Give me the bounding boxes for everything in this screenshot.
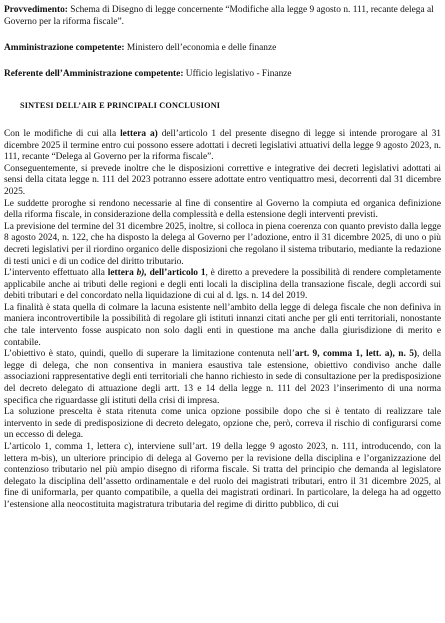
referente-line: [4, 69, 441, 81]
provvedimento-label: Provvedimento:: [4, 5, 68, 15]
paragraph-finalita: La finalità è stata quella di colmare la lacuna esistente nell’ambito della legge di delega fiscale che non definiva in maniera incontrovertibile la possibilità di regolare gli istituti innanzi citati anche per gli enti territoriali, nonostante che tale intervento fosse auspicato non solo dagli enti in questione ma anche dalla giurisdizione di merito e contabile.: [4, 302, 441, 348]
provvedimento-line: [4, 5, 441, 28]
amministrazione-text: Ministero dell’economia e delle finanze: [124, 43, 277, 54]
paragraph-soluzione: La soluzione prescelta è stata ritenuta come unica opzione possibile dopo che si è tentato di realizzare tale intervento in sede di predisposizione di decreto delegato, opzione che, però, correva il rischio di configurarsi come un eccesso di delega.: [4, 407, 441, 441]
section-title: SINTESI DELL’AIR E PRINCIPALI CONCLUSIONI: [20, 101, 221, 111]
p5-text-end: , è diretto a prevedere la possibilità di rendere completamente applicabile anche ai tributi delle regioni e degli enti locali la disciplina della transazione fiscale, degli accordi sui debiti tributari e del concordato nella liquidazione di cui al d. lgs. n. 14 del 2019.: [4, 268, 441, 302]
p7-text-end: , della legge di delega, che non consentiva in maniera esaustiva tale estensione, obiettivo condiviso anche dalle associazioni rappresentative degli enti territoriali che hanno richiesto in sede di consultazione per la predisposizione del decreto delegato di attuazione degli artt. 13 e 14 della legge n. 111 del 2023 l’inserimento di una norma specifica che riguardasse gli istituti della crisi di impresa.: [4, 349, 441, 406]
provvedimento-text: Schema di Disegno di legge concernente “Modifiche alla legge 9 agosto n. 111, recante delega al Governo per la riforma fiscale”.: [4, 5, 434, 27]
paragraph-conseguentemente: Conseguentemente, si prevede inoltre che le disposizioni correttive e integrative dei decreti legislativi adottati ai sensi della citata legge n. 111 del 2023 potranno essere adottate entro ventiquattro mesi, decorrenti dal 31 dicembre 2025.: [4, 163, 441, 197]
p7-text-start: L’obiettivo è stato, quindi, quello di superare la limitazione contenuta nell’: [4, 349, 295, 360]
paragraph-obiettivo: [4, 349, 441, 407]
paragraph-lettera-c: L’articolo 1, comma 1, lettera c), interviene sull’art. 19 della legge 9 agosto 2023, n. 111, introducendo, con la lettera m-bis), un ulteriore principio di delega al Governo per la revisione della disciplina e l’organizzazione del contenzioso tributario nel più ampio disegno di riforma fiscale. Si tratta del principio che demanda al legislatore delegato la disciplina dell’assetto ordinamentale e del ruolo dei magistrati tributari, entro il 31 dicembre 2025, al fine di uniformarla, per quanto compatibile, a quella dei magistrati ordinari. In particolare, la delega ha ad oggetto l’estensione alla neocostituita magistratura tributaria del regime di diritto pubblico, di cui: [4, 442, 441, 510]
paragraph-lettera-b: [4, 268, 441, 303]
paragraph-proroghe: Le suddette proroghe si rendono necessarie al fine di consentire al Governo la compiuta ed organica definizione della riforma fiscale, in considerazione della complessità e della estensione degli interventi previsti.: [4, 198, 441, 221]
referente-label: Referente dell’Amministrazione competente:: [4, 68, 184, 79]
p1-text-start: Con le modifiche di cui alla: [4, 128, 121, 139]
amministrazione-label: Amministrazione competente:: [4, 43, 125, 54]
referente-text: Ufficio legislativo - Finanze: [183, 68, 292, 79]
p1-text-end: dell’articolo 1 del presente disegno di legge si intende prorogare al 31 dicembre 2025 il termine entro cui possono essere adottati i decreti legislativi attuativi della legge 9 agosto 2023, n. 111, recante “Delega al Governo per la riforma fiscale”.: [4, 128, 441, 163]
p5-bold-lettera: lettera: [107, 268, 137, 279]
p5-bold-italic-b: b),: [136, 268, 147, 279]
amministrazione-line: [4, 43, 441, 55]
p5-bold-articolo: dell’articolo 1: [146, 268, 206, 279]
p7-bold-art9: art. 9, comma 1, lett. a), n. 5): [294, 349, 418, 360]
paragraph-lettera-a: [4, 129, 441, 164]
p5-text-start: L’intervento effettuato alla: [4, 268, 108, 279]
paragraph-previsione-termine: La previsione del termine del 31 dicembre 2025, inoltre, si colloca in piena coerenza con quanto previsto dalla legge 8 agosto 2024, n. 122, che ha disposto la delega al Governo per l’adozione, entro il 31 dicembre 2025, di uno o più decreti legislativi per il riordino organico delle disposizioni che regolano il sistema tributario, mediante la redazione di testi unici e di un codice del diritto tributario.: [4, 221, 441, 267]
p1-bold-lettera-a: lettera a): [120, 128, 158, 139]
